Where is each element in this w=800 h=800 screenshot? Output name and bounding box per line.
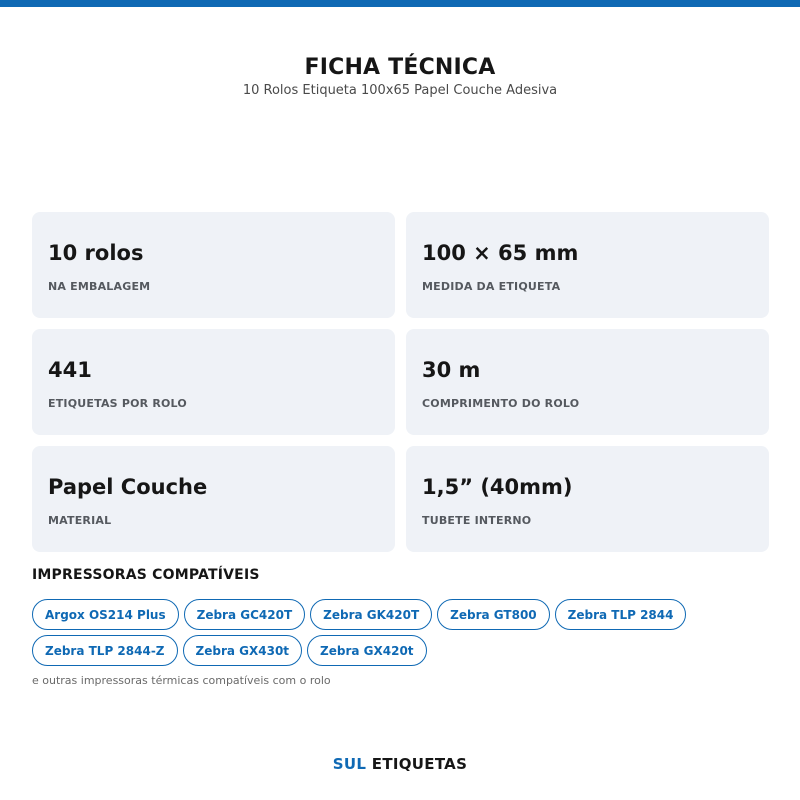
spec-value: 1,5” (40mm) [422, 475, 573, 499]
spec-label: MATERIAL [48, 514, 112, 527]
spec-label: COMPRIMENTO DO ROLO [422, 397, 580, 410]
brand-part-sul: SUL [332, 755, 367, 773]
brand-part-etiquetas: ETIQUETAS [371, 755, 468, 773]
spec-label: MEDIDA DA ETIQUETA [422, 280, 561, 293]
spec-card-labels-per-roll [32, 329, 395, 435]
specs-grid [32, 212, 769, 552]
printer-chip[interactable]: Zebra GK420T [310, 599, 432, 630]
spec-value: 100 × 65 mm [422, 241, 579, 265]
page-subtitle: 10 Rolos Etiqueta 100x65 Papel Couche Adesiva [242, 83, 558, 98]
spec-value: 441 [48, 358, 92, 382]
spec-card-core [406, 446, 769, 552]
printer-chip[interactable]: Zebra TLP 2844-Z [32, 635, 178, 666]
spec-label: TUBETE INTERNO [422, 514, 532, 527]
printer-chip-list [32, 599, 772, 666]
spec-card-roll-length [406, 329, 769, 435]
spec-label: ETIQUETAS POR ROLO [48, 397, 187, 410]
brand-logo [0, 755, 800, 773]
spec-value: 30 m [422, 358, 481, 382]
spec-card-material [32, 446, 395, 552]
spec-value: 10 rolos [48, 241, 144, 265]
spec-card-size [406, 212, 769, 318]
compatible-printers-title: IMPRESSORAS COMPATÍVEIS [32, 567, 260, 583]
printer-chip[interactable]: Zebra GX430t [183, 635, 303, 666]
printer-chip[interactable]: Zebra GX420t [307, 635, 427, 666]
page-title: FICHA TÉCNICA [304, 55, 496, 80]
printer-chip[interactable]: Zebra GT800 [437, 599, 550, 630]
printer-chip[interactable]: Argox OS214 Plus [32, 599, 179, 630]
spec-card-quantity [32, 212, 395, 318]
spec-label: NA EMBALAGEM [48, 280, 151, 293]
printer-chip[interactable]: Zebra TLP 2844 [555, 599, 687, 630]
spec-value: Papel Couche [48, 475, 208, 499]
printer-chip[interactable]: Zebra GC420T [184, 599, 306, 630]
printers-note: e outras impressoras térmicas compatíveis com o rolo [32, 674, 331, 687]
top-accent-bar [0, 0, 800, 7]
